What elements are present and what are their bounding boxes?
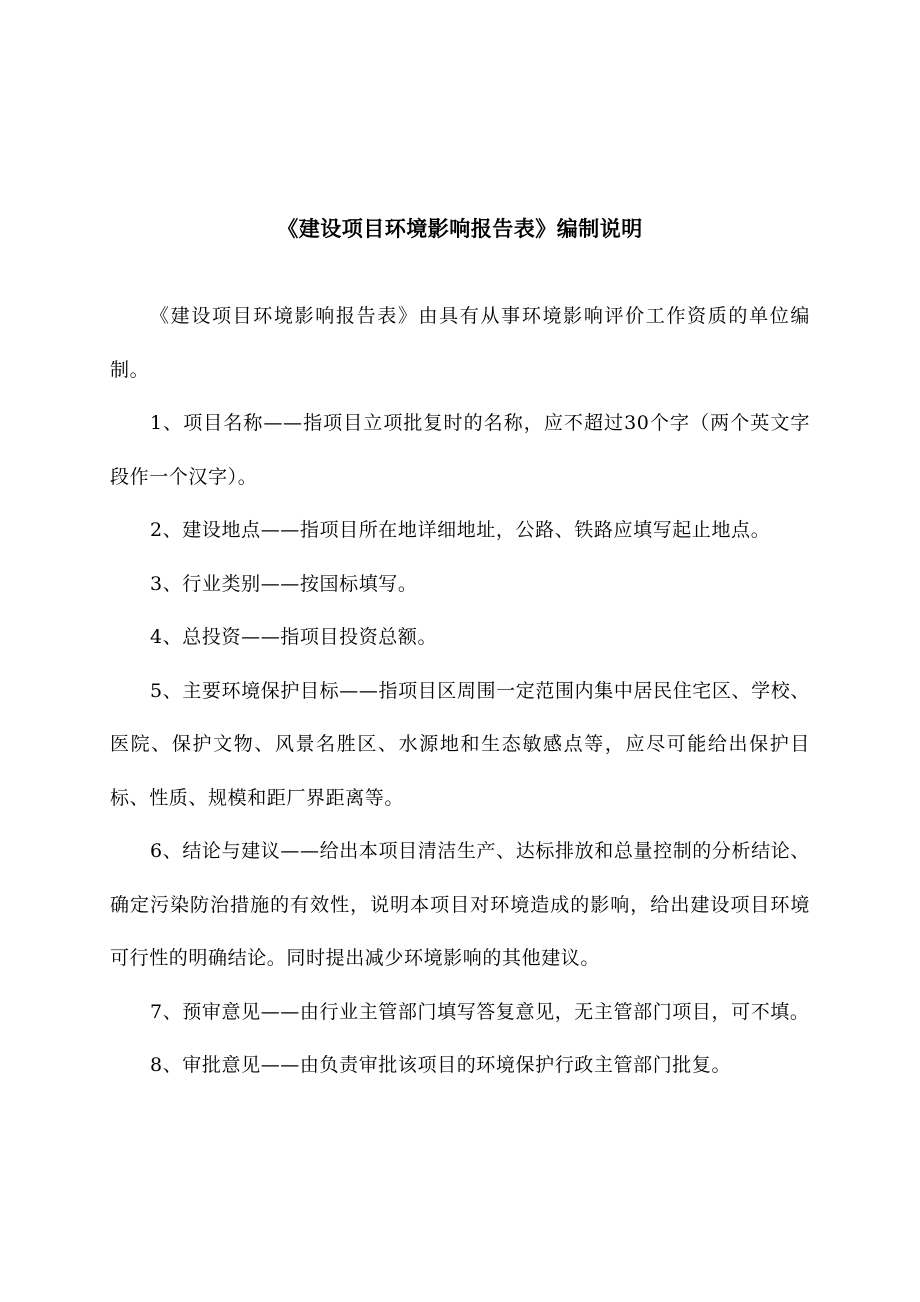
paragraph-item-3: 3、行业类别——按国标填写。	[150, 572, 418, 595]
paragraph-item-6: 6、结论与建议——给出本项目清洁生产、达标排放和总量控制的分析结论、确定污染防治措施的有效性，说明本项目对环境造成的影响，给出建设项目环境可行性的明确结论。同时提出减少环境影响的其他建议。	[110, 840, 810, 969]
paragraph-item-7: 7、预审意见——由行业主管部门填写答复意见，无主管部门项目，可不填。	[150, 1000, 810, 1023]
paragraph-item-8: 8、审批意见——由负责审批该项目的环境保护行政主管部门批复。	[150, 1054, 732, 1076]
paragraph-item-5: 5、主要环境保护目标——指项目区周围一定范围内集中居民住宅区、学校、医院、保护文物、风景名胜区、水源地和生态敏感点等，应尽可能给出保护目标、性质、规模和距厂界距离等。	[110, 679, 810, 809]
paragraph-intro: 《建设项目环境影响报告表》由具有从事环境影响评价工作资质的单位编制。	[110, 305, 810, 381]
paragraph-item-4: 4、总投资——指项目投资总额。	[150, 626, 438, 648]
paragraph-item-2: 2、建设地点——指项目所在地详细地址，公路、铁路应填写起止地点。	[150, 519, 771, 541]
paragraph-item-1: 1、项目名称——指项目立项批复时的名称，应不超过30个字（两个英文字段作一个汉字）。	[110, 412, 810, 488]
document-title: 《建设项目环境影响报告表》编制说明	[277, 217, 643, 241]
document-body	[110, 290, 810, 1093]
